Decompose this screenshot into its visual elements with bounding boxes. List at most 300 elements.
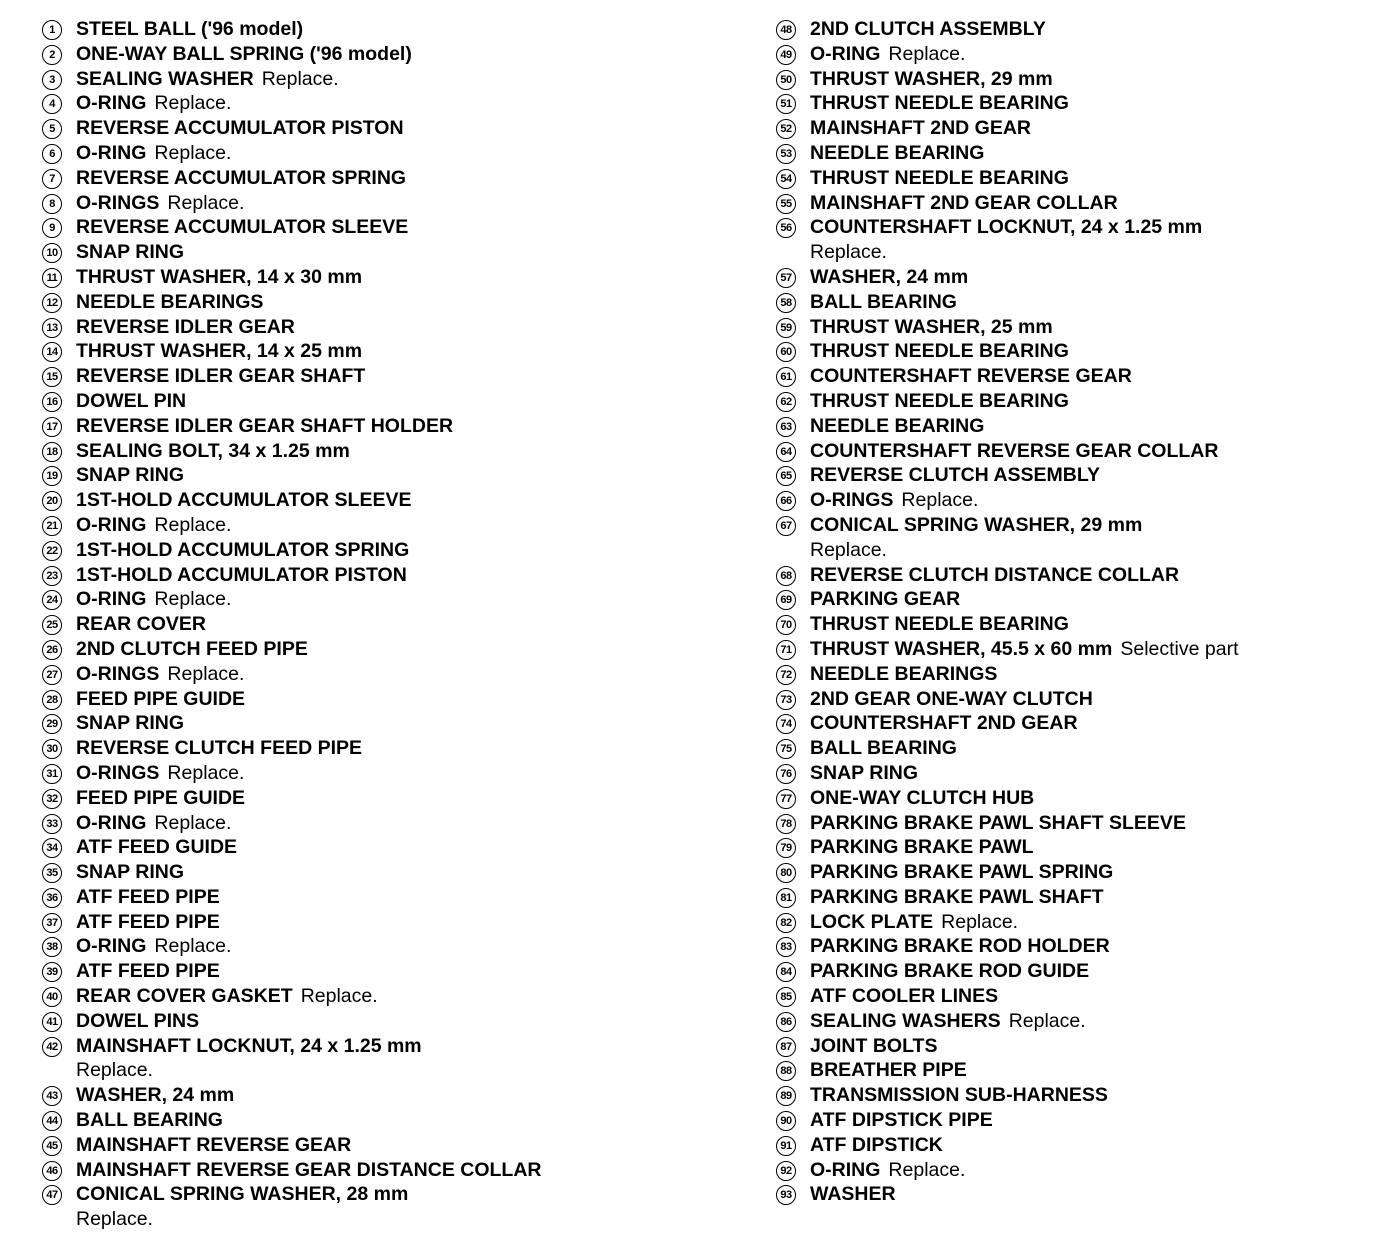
part-name: MAINSHAFT REVERSE GEAR xyxy=(76,1133,352,1156)
parts-list-right-column xyxy=(776,17,1366,1207)
part-name: CONICAL SPRING WASHER, 28 mm xyxy=(76,1183,409,1206)
part-number-badge: 58 xyxy=(776,293,796,313)
parts-list-item xyxy=(776,736,1366,761)
parts-list-item xyxy=(776,166,1366,191)
part-name: PARKING BRAKE PAWL SPRING xyxy=(810,861,1114,884)
part-name: BALL BEARING xyxy=(810,737,957,760)
part-name: NEEDLE BEARING xyxy=(810,414,985,437)
parts-list-item xyxy=(776,364,1366,389)
part-number-badge: 18 xyxy=(42,442,62,462)
parts-list-item xyxy=(42,587,742,612)
parts-list-item xyxy=(42,687,742,712)
parts-list-item xyxy=(42,17,742,42)
parts-list-item xyxy=(776,215,1366,265)
part-note: Replace. xyxy=(888,42,966,65)
part-number-badge: 60 xyxy=(776,342,796,362)
part-number-badge: 40 xyxy=(42,987,62,1007)
part-number-badge: 11 xyxy=(42,268,62,288)
parts-list-item xyxy=(776,290,1366,315)
part-name: 2ND GEAR ONE-WAY CLUTCH xyxy=(810,687,1093,710)
part-note: Replace. xyxy=(154,935,232,958)
part-name: JOINT BOLTS xyxy=(810,1034,938,1057)
parts-list-item xyxy=(776,860,1366,885)
part-name: TRANSMISSION SUB-HARNESS xyxy=(810,1084,1108,1107)
part-name: WASHER, 24 mm xyxy=(810,265,969,288)
parts-list-item xyxy=(776,1158,1366,1183)
parts-list-item xyxy=(42,934,742,959)
part-name: O-RINGS xyxy=(76,662,160,685)
part-number-badge: 8 xyxy=(42,194,62,214)
part-number-badge: 56 xyxy=(776,218,796,238)
parts-list-item xyxy=(776,711,1366,736)
parts-list-item xyxy=(42,414,742,439)
parts-list-item xyxy=(776,439,1366,464)
part-name: REAR COVER xyxy=(76,613,207,636)
part-name: REVERSE IDLER GEAR xyxy=(76,315,295,338)
part-name: BALL BEARING xyxy=(76,1109,223,1132)
part-number-badge: 89 xyxy=(776,1086,796,1106)
part-name: O-RING xyxy=(76,141,147,164)
parts-list-item xyxy=(776,513,1366,563)
parts-list-item xyxy=(776,1133,1366,1158)
parts-list-item xyxy=(42,265,742,290)
part-number-badge: 92 xyxy=(776,1161,796,1181)
part-number-badge: 1 xyxy=(42,20,62,40)
parts-list-item xyxy=(42,513,742,538)
parts-list-item xyxy=(776,191,1366,216)
part-number-badge: 49 xyxy=(776,45,796,65)
parts-list-item xyxy=(42,761,742,786)
part-number-badge: 42 xyxy=(42,1037,62,1057)
parts-list-item xyxy=(776,1108,1366,1133)
part-name: ATF DIPSTICK PIPE xyxy=(810,1109,993,1132)
part-name: REVERSE CLUTCH FEED PIPE xyxy=(76,737,363,760)
part-number-badge: 69 xyxy=(776,590,796,610)
part-number-badge: 47 xyxy=(42,1185,62,1205)
part-number-badge: 61 xyxy=(776,367,796,387)
parts-list-item xyxy=(42,1009,742,1034)
parts-list-item xyxy=(42,612,742,637)
part-name: 2ND CLUTCH ASSEMBLY xyxy=(810,18,1046,40)
parts-list-item xyxy=(776,463,1366,488)
part-number-badge: 45 xyxy=(42,1136,62,1156)
part-number-badge: 31 xyxy=(42,764,62,784)
part-number-badge: 67 xyxy=(776,516,796,536)
part-number-badge: 26 xyxy=(42,640,62,660)
parts-list-item xyxy=(42,811,742,836)
part-name: PARKING BRAKE ROD GUIDE xyxy=(810,960,1090,983)
parts-list-item xyxy=(42,488,742,513)
parts-list-item xyxy=(42,166,742,191)
part-number-badge: 53 xyxy=(776,144,796,164)
parts-list-item xyxy=(42,1182,742,1232)
part-name: WASHER, 24 mm xyxy=(76,1084,235,1107)
part-number-badge: 16 xyxy=(42,392,62,412)
part-number-badge: 90 xyxy=(776,1111,796,1131)
part-name: ATF FEED GUIDE xyxy=(76,836,238,859)
parts-list-item xyxy=(776,42,1366,67)
part-note: Replace. xyxy=(810,538,887,561)
parts-list-item xyxy=(776,1182,1366,1207)
part-number-badge: 75 xyxy=(776,739,796,759)
part-name: 1ST-HOLD ACCUMULATOR PISTON xyxy=(76,563,407,586)
part-name: REVERSE IDLER GEAR SHAFT xyxy=(76,365,366,388)
part-name: ATF DIPSTICK xyxy=(810,1133,943,1156)
parts-list-item xyxy=(776,141,1366,166)
parts-list-item xyxy=(42,563,742,588)
part-number-badge: 57 xyxy=(776,268,796,288)
part-name: SEALING WASHER xyxy=(76,67,254,90)
parts-list-item xyxy=(42,42,742,67)
part-number-badge: 91 xyxy=(776,1136,796,1156)
parts-list-item xyxy=(42,1083,742,1108)
part-name: THRUST WASHER, 29 mm xyxy=(810,67,1053,90)
part-number-badge: 21 xyxy=(42,516,62,536)
part-name: ATF COOLER LINES xyxy=(810,985,999,1008)
part-note: Replace. xyxy=(888,1158,966,1181)
part-number-badge: 5 xyxy=(42,119,62,139)
part-name: REVERSE ACCUMULATOR SLEEVE xyxy=(76,216,409,239)
part-name: FEED PIPE GUIDE xyxy=(76,786,246,809)
part-number-badge: 37 xyxy=(42,913,62,933)
part-number-badge: 82 xyxy=(776,913,796,933)
part-name: O-RINGS xyxy=(76,191,160,214)
part-name: COUNTERSHAFT REVERSE GEAR xyxy=(810,365,1132,388)
part-name: O-RING xyxy=(76,811,147,834)
part-number-badge: 65 xyxy=(776,466,796,486)
part-number-badge: 23 xyxy=(42,566,62,586)
part-name: SNAP RING xyxy=(810,761,918,784)
part-name: CONICAL SPRING WASHER, 29 mm xyxy=(810,513,1143,536)
part-name: REVERSE CLUTCH ASSEMBLY xyxy=(810,464,1101,487)
part-name: ATF FEED PIPE xyxy=(76,910,220,933)
parts-list-item xyxy=(776,984,1366,1009)
part-number-badge: 74 xyxy=(776,714,796,734)
parts-list-item xyxy=(776,91,1366,116)
parts-list-item xyxy=(776,761,1366,786)
parts-list-item xyxy=(42,885,742,910)
parts-list-item xyxy=(42,711,742,736)
part-number-badge: 29 xyxy=(42,714,62,734)
part-number-badge: 64 xyxy=(776,442,796,462)
part-number-badge: 54 xyxy=(776,169,796,189)
part-name: PARKING BRAKE PAWL SHAFT SLEEVE xyxy=(810,811,1186,834)
part-number-badge: 36 xyxy=(42,888,62,908)
part-name: SNAP RING xyxy=(76,861,184,884)
parts-list-item xyxy=(42,1034,742,1084)
parts-list-item xyxy=(776,17,1366,42)
part-name: O-RING xyxy=(76,513,147,536)
part-number-badge: 73 xyxy=(776,690,796,710)
parts-list-item xyxy=(776,116,1366,141)
part-number-badge: 84 xyxy=(776,962,796,982)
part-number-badge: 76 xyxy=(776,764,796,784)
part-name: O-RING xyxy=(76,588,147,611)
part-number-badge: 6 xyxy=(42,144,62,164)
parts-list-item xyxy=(42,984,742,1009)
part-number-badge: 39 xyxy=(42,962,62,982)
part-number-badge: 70 xyxy=(776,615,796,635)
part-number-badge: 93 xyxy=(776,1185,796,1205)
part-number-badge: 83 xyxy=(776,937,796,957)
parts-list-item xyxy=(776,612,1366,637)
part-number-badge: 4 xyxy=(42,94,62,114)
part-name: SEALING WASHERS xyxy=(810,1009,1001,1032)
part-number-badge: 7 xyxy=(42,169,62,189)
part-number-badge: 52 xyxy=(776,119,796,139)
part-note: Replace. xyxy=(154,588,232,611)
part-note: Replace. xyxy=(76,1059,153,1082)
part-number-badge: 22 xyxy=(42,541,62,561)
part-name: THRUST NEEDLE BEARING xyxy=(810,613,1069,636)
part-name: THRUST WASHER, 14 x 30 mm xyxy=(76,265,363,288)
part-number-badge: 13 xyxy=(42,318,62,338)
parts-list-item xyxy=(776,786,1366,811)
part-number-badge: 41 xyxy=(42,1012,62,1032)
parts-list-item xyxy=(42,637,742,662)
part-number-badge: 71 xyxy=(776,640,796,660)
part-name: STEEL BALL ('96 model) xyxy=(76,18,304,40)
part-number-badge: 66 xyxy=(776,491,796,511)
part-name: ATF FEED PIPE xyxy=(76,960,220,983)
part-number-badge: 48 xyxy=(776,20,796,40)
parts-list-item xyxy=(42,662,742,687)
part-name: MAINSHAFT 2ND GEAR xyxy=(810,117,1032,140)
part-note: Replace. xyxy=(167,761,245,784)
part-name: ONE-WAY BALL SPRING ('96 model) xyxy=(76,42,412,65)
part-name: THRUST WASHER, 25 mm xyxy=(810,315,1053,338)
part-name: 1ST-HOLD ACCUMULATOR SLEEVE xyxy=(76,489,412,512)
part-number-badge: 80 xyxy=(776,863,796,883)
part-number-badge: 15 xyxy=(42,367,62,387)
part-name: MAINSHAFT LOCKNUT, 24 x 1.25 mm xyxy=(76,1034,422,1057)
part-name: BREATHER PIPE xyxy=(810,1059,967,1082)
parts-list-item xyxy=(42,1108,742,1133)
part-name: NEEDLE BEARINGS xyxy=(810,662,998,685)
parts-list-item xyxy=(776,587,1366,612)
part-number-badge: 14 xyxy=(42,342,62,362)
part-name: THRUST NEEDLE BEARING xyxy=(810,166,1069,189)
part-name: REVERSE IDLER GEAR SHAFT HOLDER xyxy=(76,414,454,437)
parts-list-item xyxy=(42,315,742,340)
part-number-badge: 43 xyxy=(42,1086,62,1106)
parts-list-item xyxy=(42,910,742,935)
part-note: Selective part xyxy=(1120,637,1239,660)
part-name: O-RING xyxy=(810,1158,881,1181)
part-name: LOCK PLATE xyxy=(810,910,934,933)
part-name: O-RING xyxy=(810,42,881,65)
part-number-badge: 3 xyxy=(42,70,62,90)
part-note: Replace. xyxy=(261,67,339,90)
part-note: Replace. xyxy=(167,662,245,685)
parts-list-item xyxy=(42,67,742,92)
parts-list-item xyxy=(42,91,742,116)
part-name: REVERSE ACCUMULATOR PISTON xyxy=(76,117,404,140)
part-name: MAINSHAFT 2ND GEAR COLLAR xyxy=(810,191,1118,214)
part-number-badge: 77 xyxy=(776,789,796,809)
parts-list-item xyxy=(776,835,1366,860)
parts-list-item xyxy=(776,1009,1366,1034)
parts-list-item xyxy=(42,959,742,984)
part-name: O-RINGS xyxy=(810,489,894,512)
part-number-badge: 87 xyxy=(776,1037,796,1057)
part-number-badge: 19 xyxy=(42,466,62,486)
parts-list-item xyxy=(42,1133,742,1158)
part-number-badge: 24 xyxy=(42,590,62,610)
parts-list-item xyxy=(776,563,1366,588)
part-number-badge: 32 xyxy=(42,789,62,809)
parts-list-item xyxy=(42,116,742,141)
part-name: MAINSHAFT REVERSE GEAR DISTANCE COLLAR xyxy=(76,1158,542,1181)
parts-list-item xyxy=(776,1083,1366,1108)
parts-list-item xyxy=(42,191,742,216)
part-note: Replace. xyxy=(810,241,887,264)
part-number-badge: 46 xyxy=(42,1161,62,1181)
parts-list-item xyxy=(776,910,1366,935)
parts-list-item xyxy=(776,389,1366,414)
part-name: O-RINGS xyxy=(76,761,160,784)
parts-list-item xyxy=(776,662,1366,687)
parts-list-item xyxy=(776,811,1366,836)
part-name: THRUST NEEDLE BEARING xyxy=(810,92,1069,115)
parts-list-item xyxy=(42,463,742,488)
part-name: FEED PIPE GUIDE xyxy=(76,687,246,710)
parts-list-item xyxy=(42,389,742,414)
parts-list-item xyxy=(776,315,1366,340)
part-name: O-RING xyxy=(76,92,147,115)
part-number-badge: 85 xyxy=(776,987,796,1007)
parts-list-item xyxy=(42,538,742,563)
part-number-badge: 17 xyxy=(42,417,62,437)
part-name: NEEDLE BEARINGS xyxy=(76,290,264,313)
part-number-badge: 9 xyxy=(42,218,62,238)
part-number-badge: 86 xyxy=(776,1012,796,1032)
part-number-badge: 10 xyxy=(42,243,62,263)
parts-list-item xyxy=(776,265,1366,290)
part-name: O-RING xyxy=(76,935,147,958)
part-number-badge: 35 xyxy=(42,863,62,883)
parts-list-item xyxy=(42,339,742,364)
part-name: THRUST WASHER, 45.5 x 60 mm xyxy=(810,637,1113,660)
parts-list-item xyxy=(42,364,742,389)
part-number-badge: 28 xyxy=(42,690,62,710)
parts-list-item xyxy=(42,215,742,240)
part-name: REAR COVER GASKET xyxy=(76,985,293,1008)
parts-list-left-column xyxy=(42,17,742,1232)
part-name: BALL BEARING xyxy=(810,290,957,313)
part-name: ATF FEED PIPE xyxy=(76,885,220,908)
part-number-badge: 38 xyxy=(42,937,62,957)
part-name: SEALING BOLT, 34 x 1.25 mm xyxy=(76,439,350,462)
part-number-badge: 55 xyxy=(776,194,796,214)
part-name: SNAP RING xyxy=(76,464,184,487)
parts-list-item xyxy=(776,1058,1366,1083)
part-name: PARKING BRAKE PAWL SHAFT xyxy=(810,885,1104,908)
part-number-badge: 34 xyxy=(42,838,62,858)
part-name: DOWEL PIN xyxy=(76,389,187,412)
part-number-badge: 51 xyxy=(776,94,796,114)
parts-list-item xyxy=(776,687,1366,712)
part-note: Replace. xyxy=(941,910,1019,933)
parts-list-item xyxy=(776,488,1366,513)
parts-list-item xyxy=(42,736,742,761)
part-number-badge: 63 xyxy=(776,417,796,437)
part-number-badge: 72 xyxy=(776,665,796,685)
parts-list-item xyxy=(776,959,1366,984)
parts-list-item xyxy=(42,835,742,860)
part-number-badge: 2 xyxy=(42,45,62,65)
parts-list-item xyxy=(776,934,1366,959)
part-note: Replace. xyxy=(76,1208,153,1231)
part-number-badge: 33 xyxy=(42,814,62,834)
part-note: Replace. xyxy=(154,92,232,115)
part-number-badge: 25 xyxy=(42,615,62,635)
part-number-badge: 81 xyxy=(776,888,796,908)
part-number-badge: 20 xyxy=(42,491,62,511)
part-name: NEEDLE BEARING xyxy=(810,141,985,164)
parts-list-item xyxy=(42,439,742,464)
part-number-badge: 59 xyxy=(776,318,796,338)
parts-list-item xyxy=(42,141,742,166)
parts-list-item xyxy=(42,290,742,315)
part-name: PARKING BRAKE ROD HOLDER xyxy=(810,935,1110,958)
part-note: Replace. xyxy=(154,141,232,164)
part-number-badge: 78 xyxy=(776,814,796,834)
part-name: COUNTERSHAFT LOCKNUT, 24 x 1.25 mm xyxy=(810,216,1203,239)
parts-list-item xyxy=(42,786,742,811)
part-note: Replace. xyxy=(1008,1009,1086,1032)
part-note: Replace. xyxy=(154,811,232,834)
parts-list-item xyxy=(776,67,1366,92)
part-name: SNAP RING xyxy=(76,241,184,264)
part-number-badge: 88 xyxy=(776,1061,796,1081)
part-name: REVERSE ACCUMULATOR SPRING xyxy=(76,166,407,189)
part-name: PARKING BRAKE PAWL xyxy=(810,836,1034,859)
part-number-badge: 68 xyxy=(776,566,796,586)
part-name: REVERSE CLUTCH DISTANCE COLLAR xyxy=(810,563,1180,586)
part-name: ONE-WAY CLUTCH HUB xyxy=(810,786,1035,809)
part-name: THRUST NEEDLE BEARING xyxy=(810,389,1069,412)
part-note: Replace. xyxy=(901,489,979,512)
part-number-badge: 12 xyxy=(42,293,62,313)
part-name: 1ST-HOLD ACCUMULATOR SPRING xyxy=(76,538,410,561)
part-name: DOWEL PINS xyxy=(76,1009,200,1032)
part-name: SNAP RING xyxy=(76,712,184,735)
part-name: THRUST WASHER, 14 x 25 mm xyxy=(76,340,363,363)
part-name: 2ND CLUTCH FEED PIPE xyxy=(76,637,308,660)
part-name: THRUST NEEDLE BEARING xyxy=(810,340,1069,363)
part-name: WASHER xyxy=(810,1183,896,1206)
part-note: Replace. xyxy=(167,191,245,214)
parts-list-item xyxy=(776,637,1366,662)
parts-list-item xyxy=(776,885,1366,910)
part-number-badge: 30 xyxy=(42,739,62,759)
part-note: Replace. xyxy=(300,985,378,1008)
part-number-badge: 62 xyxy=(776,392,796,412)
part-name: PARKING GEAR xyxy=(810,588,961,611)
parts-list-item xyxy=(42,240,742,265)
parts-list-item xyxy=(776,339,1366,364)
part-number-badge: 50 xyxy=(776,70,796,90)
part-name: COUNTERSHAFT REVERSE GEAR COLLAR xyxy=(810,439,1219,462)
parts-list-item xyxy=(776,414,1366,439)
parts-list-item xyxy=(42,860,742,885)
part-number-badge: 79 xyxy=(776,838,796,858)
part-name: COUNTERSHAFT 2ND GEAR xyxy=(810,712,1078,735)
parts-list-item xyxy=(776,1034,1366,1059)
part-number-badge: 27 xyxy=(42,665,62,685)
part-note: Replace. xyxy=(154,513,232,536)
